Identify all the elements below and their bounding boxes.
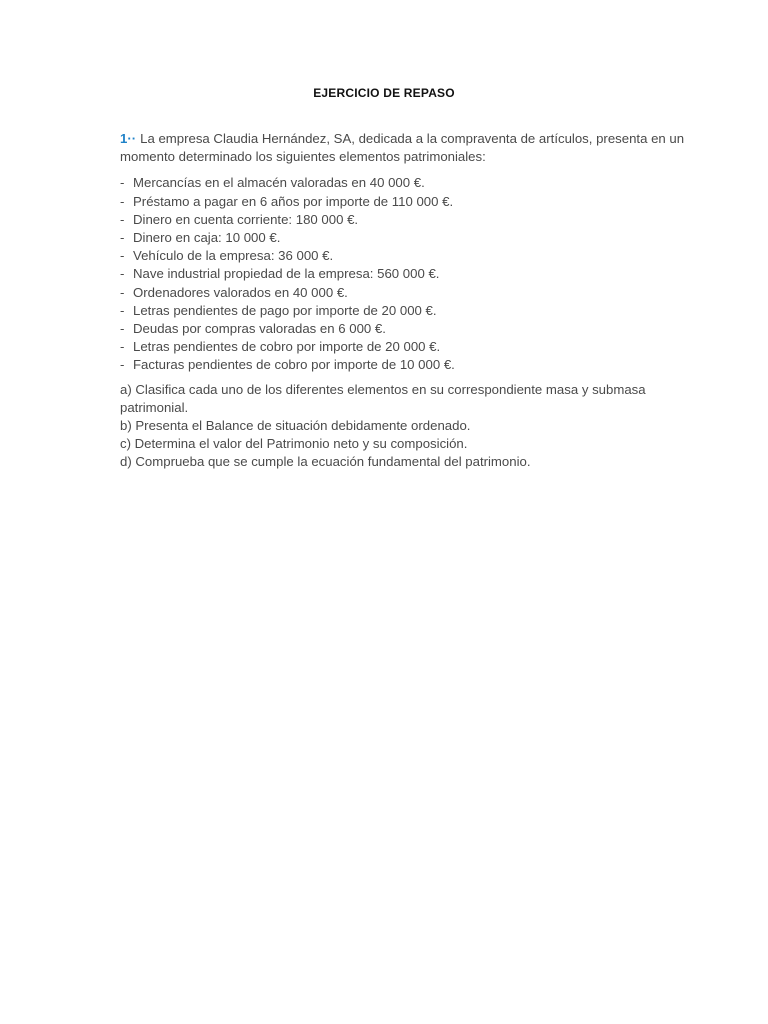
question-a: a) Clasifica cada uno de los diferentes elementos en su correspondiente masa y submasa patrimonial. bbox=[120, 381, 646, 415]
list-item bbox=[120, 174, 692, 192]
patrimonial-elements-list bbox=[120, 174, 692, 374]
exercise-block bbox=[120, 130, 692, 472]
question-b: b) Presenta el Balance de situación debidamente ordenado. bbox=[120, 418, 471, 434]
exercise-intro-text: La empresa Claudia Hernández, SA, dedicada a la compraventa de artículos, presenta en un momento determinado los siguientes elementos patrimoniales: bbox=[120, 131, 685, 165]
exercise-number: 1·· bbox=[120, 131, 137, 146]
list-item-text: Préstamo a pagar en 6 años por importe de 110 000 €. bbox=[133, 193, 454, 209]
dash-bullet: - bbox=[120, 211, 125, 227]
dash-bullet: - bbox=[120, 321, 125, 337]
list-item-text: Dinero en caja: 10 000 €. bbox=[133, 230, 281, 246]
list-item bbox=[120, 284, 692, 302]
list-item bbox=[120, 338, 692, 356]
dash-bullet: - bbox=[120, 339, 125, 355]
list-item-text: Dinero en cuenta corriente: 180 000 €. bbox=[133, 211, 359, 227]
dash-bullet: - bbox=[120, 193, 125, 209]
page-title: EJERCICIO DE REPASO bbox=[313, 86, 455, 100]
dash-bullet: - bbox=[120, 175, 125, 191]
question-d: d) Comprueba que se cumple la ecuación fundamental del patrimonio. bbox=[120, 454, 531, 470]
exercise-intro bbox=[120, 130, 692, 166]
list-item-text: Ordenadores valorados en 40 000 €. bbox=[133, 284, 348, 300]
list-item bbox=[120, 265, 692, 283]
dash-bullet: - bbox=[120, 266, 125, 282]
dash-bullet: - bbox=[120, 230, 125, 246]
questions-block bbox=[120, 381, 692, 472]
list-item bbox=[120, 320, 692, 338]
list-item bbox=[120, 193, 692, 211]
question-c: c) Determina el valor del Patrimonio neto y su composición. bbox=[120, 436, 468, 452]
list-item-text: Mercancías en el almacén valoradas en 40 000 €. bbox=[133, 175, 425, 191]
list-item bbox=[120, 302, 692, 320]
list-item-text: Vehículo de la empresa: 36 000 €. bbox=[133, 248, 334, 264]
list-item bbox=[120, 247, 692, 265]
dash-bullet: - bbox=[120, 357, 125, 373]
list-item bbox=[120, 356, 692, 374]
dash-bullet: - bbox=[120, 284, 125, 300]
dash-bullet: - bbox=[120, 248, 125, 264]
list-item-text: Letras pendientes de pago por importe de 20 000 €. bbox=[133, 302, 437, 318]
list-item-text: Facturas pendientes de cobro por importe de 10 000 €. bbox=[133, 357, 455, 373]
list-item bbox=[120, 211, 692, 229]
list-item-text: Deudas por compras valoradas en 6 000 €. bbox=[133, 321, 386, 337]
list-item-text: Nave industrial propiedad de la empresa: 560 000 €. bbox=[133, 266, 440, 282]
list-item bbox=[120, 229, 692, 247]
list-item-text: Letras pendientes de cobro por importe de 20 000 €. bbox=[133, 339, 441, 355]
dash-bullet: - bbox=[120, 302, 125, 318]
